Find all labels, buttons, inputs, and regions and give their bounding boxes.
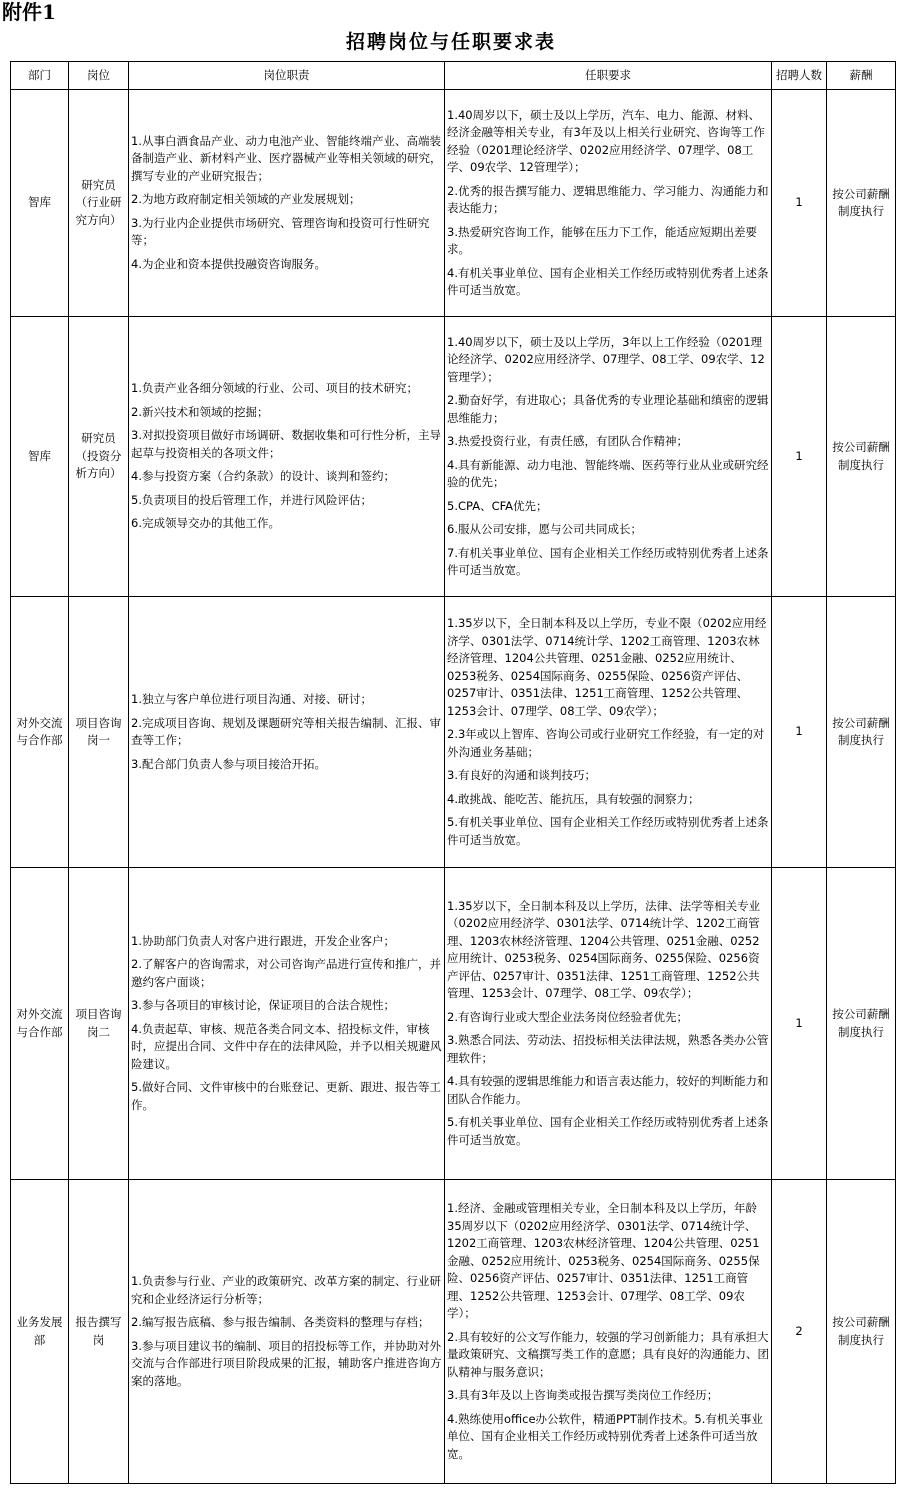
cell-position: 研究员（行业研究方向） xyxy=(69,90,129,317)
cell-dept: 智库 xyxy=(11,317,69,597)
cell-dept: 对外交流与合作部 xyxy=(11,868,69,1180)
duty-item: 1.协助部门负责人对客户进行跟进，开发企业客户； xyxy=(131,933,395,948)
cell-duties xyxy=(129,597,445,868)
duty-item: 3.为行业内企业提供市场研究、管理咨询和投资可行性研究等； xyxy=(131,215,430,248)
duty-item: 1.从事白酒食品产业、动力电池产业、智能终端产业、高端装备制造产业、新材料产业、医疗器械产业等相关领域的研究，撰写专业的产业研究报告； xyxy=(131,133,442,183)
requirement-item: 2.优秀的报告撰写能力、逻辑思维能力、学习能力、沟通能力和表达能力； xyxy=(447,183,769,215)
requirement-item: 3.有良好的沟通和谈判技巧； xyxy=(447,768,596,782)
requirement-item: 1.40周岁以下，硕士及以上学历，汽车、电力、能源、材料、经济金融等相关专业，有3年及以上相关行业研究、咨询等工作经验（0201理论经济学、0202应用经济学、07理学、08工学、09农学、12管理学）； xyxy=(447,107,765,174)
header-duties: 岗位职责 xyxy=(129,62,445,90)
duty-item: 2.编写报告底稿、参与报告编制、各类资料的整理与存档； xyxy=(131,1315,430,1329)
duty-item: 4.参与投资方案（合约条款）的设计、谈判和签约； xyxy=(131,469,395,484)
cell-headcount: 1 xyxy=(772,90,827,317)
cell-dept: 对外交流与合作部 xyxy=(11,597,69,868)
cell-requirements xyxy=(445,868,772,1180)
header-requirements: 任职要求 xyxy=(445,62,772,90)
table-row xyxy=(11,868,896,1180)
cell-duties xyxy=(129,317,445,597)
cell-position: 项目咨询岗一 xyxy=(69,597,129,868)
duty-item: 5.负责项目的投后管理工作，并进行风险评估； xyxy=(131,492,372,507)
cell-requirements xyxy=(445,597,772,868)
duty-item: 4.为企业和资本提供投融资咨询服务。 xyxy=(131,256,326,271)
cell-position: 报告撰写岗 xyxy=(69,1180,129,1484)
cell-dept: 智库 xyxy=(11,90,69,317)
cell-headcount: 1 xyxy=(772,317,827,597)
cell-headcount: 1 xyxy=(772,868,827,1180)
recruitment-table xyxy=(10,61,896,1484)
requirement-item: 5.有机关事业单位、国有企业相关工作经历或特别优秀者上述条件可适当放宽。 xyxy=(447,815,769,847)
cell-position: 项目咨询岗二 xyxy=(69,868,129,1180)
cell-headcount: 1 xyxy=(772,597,827,868)
requirement-item: 4.熟练使用office办公软件，精通PPT制作技术。5.有机关事业单位、国有企业相关工作经历或特别优秀者上述条件可适当放宽。 xyxy=(447,1411,763,1461)
cell-position: 研究员（投资分析方向） xyxy=(69,317,129,597)
cell-duties xyxy=(129,1180,445,1484)
header-position: 岗位 xyxy=(69,62,129,90)
cell-salary: 按公司薪酬制度执行 xyxy=(827,597,896,868)
duty-item: 6.完成领导交办的其他工作。 xyxy=(131,516,280,531)
duty-item: 2.完成项目咨询、规划及课题研究等相关报告编制、汇报、审查等工作； xyxy=(131,715,441,747)
cell-requirements xyxy=(445,1180,772,1484)
duty-item: 3.对拟投资项目做好市场调研、数据收集和可行性分析，主导起草与投资相关的各项文件； xyxy=(131,428,441,460)
cell-dept: 业务发展部 xyxy=(11,1180,69,1484)
duty-item: 2.了解客户的咨询需求，对公司咨询产品进行宣传和推广，并邀约客户面谈； xyxy=(131,957,441,989)
requirement-item: 2.有咨询行业或大型企业法务岗位经验者优先； xyxy=(447,1009,688,1024)
requirement-item: 2.勤奋好学，有进取心；具备优秀的专业理论基础和缜密的逻辑思维能力； xyxy=(447,393,769,425)
cell-requirements xyxy=(445,90,772,317)
table-header-row xyxy=(11,62,896,90)
requirement-item: 2.3年或以上智库、咨询公司或行业研究工作经验，有一定的对外沟通业务基础； xyxy=(447,727,765,759)
requirement-item: 4.具有新能源、动力电池、智能终端、医药等行业从业或研究经验的优先； xyxy=(447,457,769,489)
duty-item: 4.负责起草、审核、规范各类合同文本、招投标文件，审核时，应提出合同、文件中存在的法律风险，并予以相关规避风险建议。 xyxy=(131,1021,442,1071)
duty-item: 5.做好合同、文件审核中的台账登记、更新、跟进、报告等工作。 xyxy=(131,1080,441,1112)
requirement-item: 5.CPA、CFA优先； xyxy=(447,498,548,513)
duty-item: 2.新兴技术和领域的挖掘； xyxy=(131,404,269,419)
cell-salary: 按公司薪酬制度执行 xyxy=(827,1180,896,1484)
page-title: 招聘岗位与任职要求表 xyxy=(345,31,556,53)
duty-item: 3.参与各项目的审核讨论，保证项目的合法合规性； xyxy=(131,998,395,1013)
requirement-item: 6.服从公司安排，愿与公司共同成长； xyxy=(447,522,642,536)
requirement-item: 1.35岁以下，全日制本科及以上学历，专业不限（0202应用经济学、0301法学、0714统计学、1202工商管理、1203农林经济管理、1204公共管理、0251金融、0252应用统计、0253税务、0254国际商务、0255保险、0256资产评估、0257审计、0351法律、1251工商管理、1252公共管理、1253会计、07理学、08工学、09农学）； xyxy=(447,616,767,718)
cell-salary: 按公司薪酬制度执行 xyxy=(827,868,896,1180)
duty-item: 3.配合部门负责人参与项目接洽开拓。 xyxy=(131,756,326,771)
table-row xyxy=(11,90,896,317)
attachment-label: 附件1 xyxy=(2,0,56,24)
duty-item: 1.负责参与行业、产业的政策研究、改革方案的制定、行业研究和企业经济运行分析等； xyxy=(131,1274,441,1306)
cell-salary: 按公司薪酬制度执行 xyxy=(827,317,896,597)
requirement-item: 4.有机关事业单位、国有企业相关工作经历或特别优秀者上述条件可适当放宽。 xyxy=(447,265,769,297)
requirement-item: 7.有机关事业单位、国有企业相关工作经历或特别优秀者上述条件可适当放宽。 xyxy=(447,545,769,577)
cell-salary: 按公司薪酬制度执行 xyxy=(827,90,896,317)
table-row xyxy=(11,597,896,868)
header-headcount: 招聘人数 xyxy=(772,62,827,90)
duty-item: 2.为地方政府制定相关领域的产业发展规划； xyxy=(131,192,361,207)
cell-duties xyxy=(129,868,445,1180)
requirement-item: 1.经济、金融或管理相关专业，全日制本科及以上学历，年龄35周岁以下（0202应用经济学、0301法学、0714统计学、1202工商管理、1203农林经济管理、1204公共管理、0251金融、0252应用统计、0253税务、0254国际商务、0255保险、0256资产评估、0257审计、0351法律、1251工商管理、1252公共管理、1253会计、07理学、08工学、09农学）； xyxy=(447,1201,760,1320)
table-row xyxy=(11,317,896,597)
requirement-item: 1.35岁以下，全日制本科及以上学历，法律、法学等相关专业（0202应用经济学、0301法学、0714统计学、1202工商管理、1203农林经济管理、1204公共管理、0251金融、0252应用统计、0253税务、0254国际商务、0255保险、0256资产评估、0257审计、0351法律、1251工商管理、1252公共管理、1253会计、07理学、08工学、09农学）； xyxy=(447,898,761,1001)
duty-item: 1.独立与客户单位进行项目沟通、对接、研讨； xyxy=(131,692,372,706)
requirement-item: 5.有机关事业单位、国有企业相关工作经历或特别优秀者上述条件可适当放宽。 xyxy=(447,1115,769,1147)
cell-duties xyxy=(129,90,445,317)
table-row xyxy=(11,1180,896,1484)
cell-requirements xyxy=(445,317,772,597)
requirement-item: 4.敢挑战、能吃苦、能抗压，具有较强的洞察力； xyxy=(447,791,700,806)
requirement-item: 1.40周岁以下，硕士及以上学历，3年以上工作经验（0201理论经济学、0202应用经济学、07理学、08工学、09农学、12管理学）； xyxy=(447,334,765,384)
header-dept: 部门 xyxy=(11,62,69,90)
duty-item: 3.参与项目建议书的编制、项目的招投标等工作，并协助对外交流与合作部进行项目阶段成果的汇报，辅助客户推进咨询方案的落地。 xyxy=(131,1338,442,1388)
requirement-item: 3.热爱研究咨询工作，能够在压力下工作，能适应短期出差要求。 xyxy=(447,224,757,256)
requirement-item: 3.热爱投资行业，有责任感，有团队合作精神； xyxy=(447,434,688,448)
requirement-item: 3.具有3年及以上咨询类或报告撰写类岗位工作经历； xyxy=(447,1388,719,1402)
duty-item: 1.负责产业各细分领域的行业、公司、项目的技术研究； xyxy=(131,381,418,396)
requirement-item: 4.具有较强的逻辑思维能力和语言表达能力，较好的判断能力和团队合作能力。 xyxy=(447,1074,769,1106)
header-salary: 薪酬 xyxy=(827,62,896,90)
requirement-item: 2.具有较好的公文写作能力，较强的学习创新能力；具有承担大量政策研究、文稿撰写类工作的意愿；具有良好的沟通能力、团队精神与服务意识； xyxy=(447,1329,769,1379)
cell-headcount: 2 xyxy=(772,1180,827,1484)
requirement-item: 3.熟悉合同法、劳动法、招投标相关法律法规，熟悉各类办公管理软件； xyxy=(447,1033,769,1065)
